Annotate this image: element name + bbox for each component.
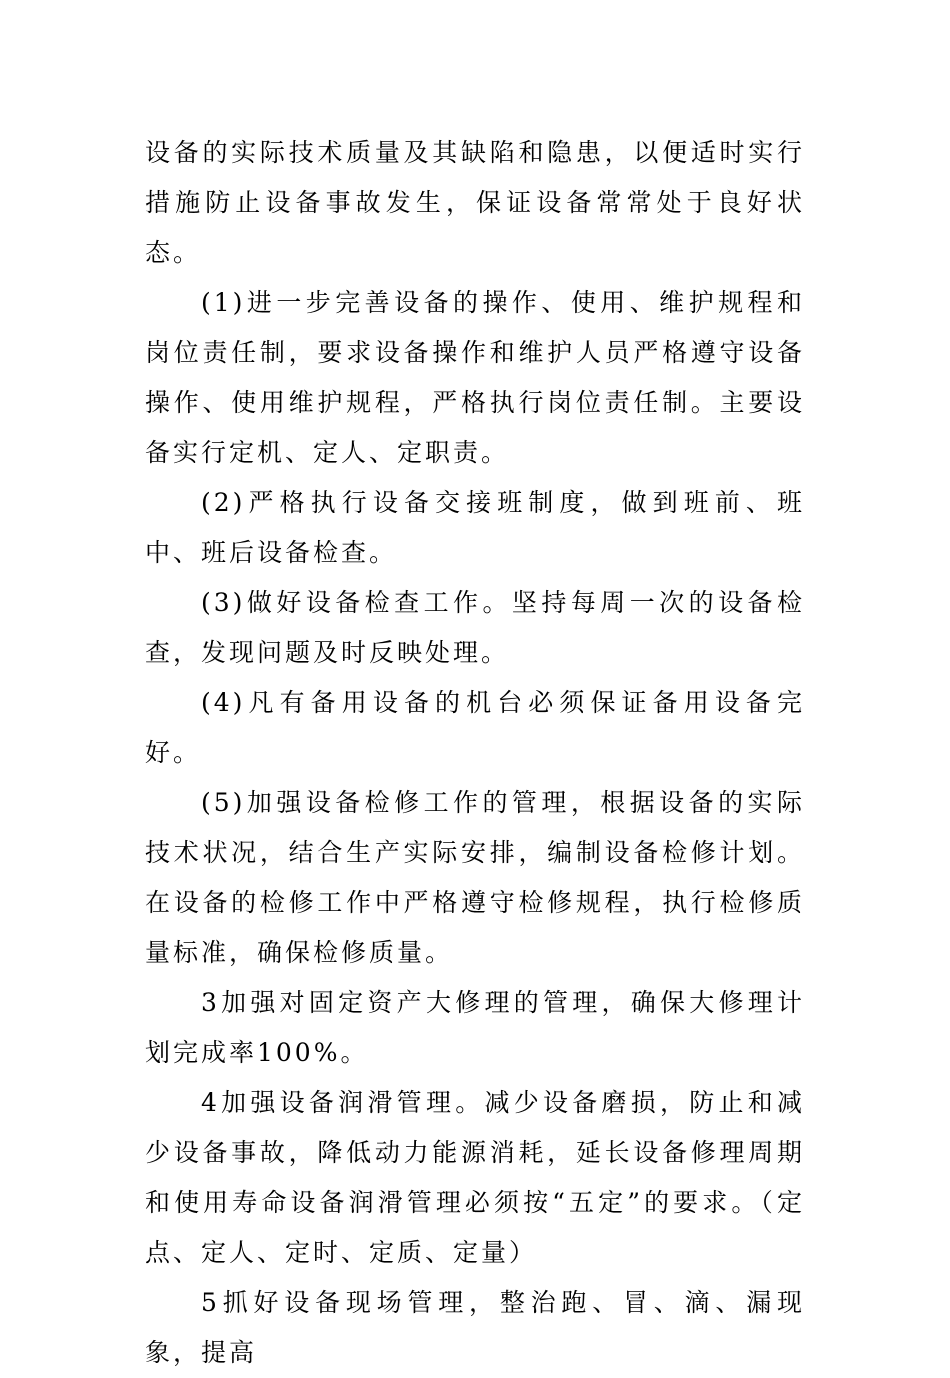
paragraph-item-5: (5)加强设备检修工作的管理，根据设备的实际技术状况，结合生产实际安排，编制设备检修计划。在设备的检修工作中严格遵守检修规程，执行检修质量标准，确保检修质量。: [145, 788, 805, 967]
paragraph-section-3: 3加强对固定资产大修理的管理，确保大修理计划完成率100%。: [145, 988, 805, 1067]
paragraph-item-4: (4)凡有备用设备的机台必须保证备用设备完好。: [145, 688, 805, 767]
paragraph-section-4: 4加强设备润滑管理。减少设备磨损，防止和减少设备事故，降低动力能源消耗，延长设备修理周期和使用寿命设备润滑管理必须按“五定”的要求。（定点、定人、定时、定质、定量）: [145, 1088, 805, 1267]
paragraph-continuation: 设备的实际技术质量及其缺陷和隐患，以便适时实行措施防止设备事故发生，保证设备常常处于良好状态。: [145, 138, 805, 267]
paragraph-item-2: (2)严格执行设备交接班制度，做到班前、班中、班后设备检查。: [145, 488, 805, 567]
paragraph-item-1: (1)进一步完善设备的操作、使用、维护规程和岗位责任制，要求设备操作和维护人员严格遵守设备操作、使用维护规程，严格执行岗位责任制。主要设备实行定机、定人、定职责。: [145, 288, 805, 467]
paragraph-item-3: (3)做好设备检查工作。坚持每周一次的设备检查，发现问题及时反映处理。: [145, 588, 805, 667]
paragraph-section-5: 5抓好设备现场管理，整治跑、冒、滴、漏现象，提高: [145, 1288, 805, 1367]
document-body: [145, 128, 805, 1378]
